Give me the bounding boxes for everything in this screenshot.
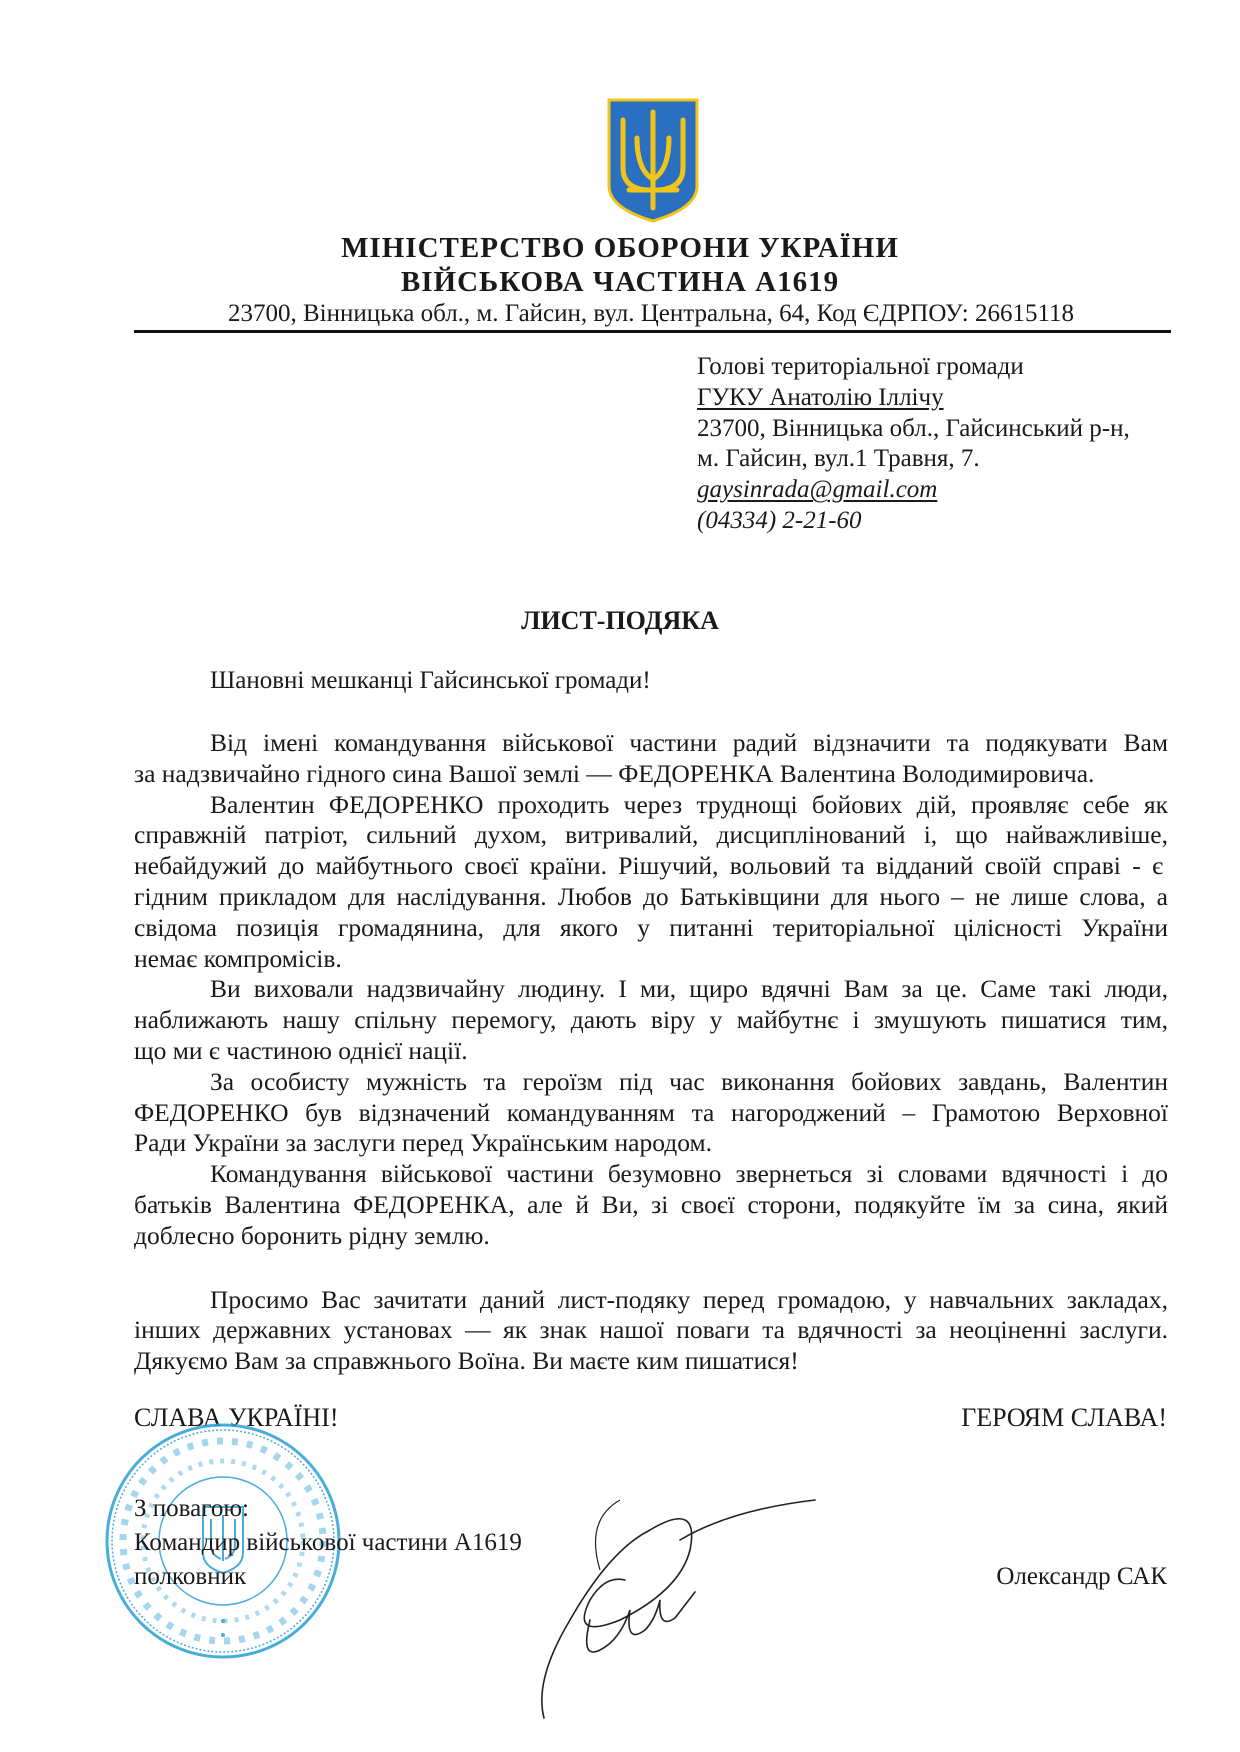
paragraph [134, 1067, 1168, 1159]
coat-of-arms-icon [607, 98, 699, 223]
body-line: батьків Валентина ФЕДОРЕНКА, але й Ви, зі своєї сторони, подякуйте їм за сина, який [134, 1189, 1168, 1219]
body-line-wrap [134, 1346, 1168, 1377]
ministry-heading: МІНІСТЕРСТВО ОБОРОНИ УКРАЇНИ [341, 232, 899, 264]
recipient-address-2: м. Гайсин, вул.1 Травня, 7. [697, 445, 980, 473]
paragraph [134, 974, 1168, 1066]
body-line-wrap [134, 1285, 1168, 1316]
body-line: Ради України за заслуги перед Українським народом. [134, 1128, 712, 1158]
body-line: Дякуємо Вам за справжнього Воїна. Ви маєте ким пишатися! [134, 1346, 799, 1376]
body-line-wrap [134, 820, 1168, 851]
body-line-wrap [134, 1159, 1168, 1190]
salutation: Шановні мешканці Гайсинської громади! [210, 667, 651, 694]
recipient-address-1: 23700, Вінницька обл., Гайсинський р-н, [697, 414, 1130, 442]
body-line: Від імені командування військової частини радий відзначити та подякувати Вам [210, 728, 1168, 757]
closing-right: ГЕРОЯМ СЛАВА! [961, 1403, 1167, 1432]
body-line-wrap [134, 1190, 1168, 1221]
body-line-wrap [134, 913, 1168, 944]
body-line: небайдужий до майбутнього своєї країни. Рішучий, вольовий та відданий своїй справі - є [134, 851, 1164, 881]
body-line: Командування військової частини безумовно звернеться зі словами вдячності і до [210, 1159, 1168, 1189]
body-line-wrap [134, 1005, 1168, 1036]
body-line: доблесно боронить рідну землю. [134, 1220, 490, 1250]
closing-left: СЛАВА УКРАЇНІ! [134, 1403, 339, 1432]
header-divider [134, 330, 1171, 333]
paragraph [134, 1159, 1168, 1251]
body-line: гідним прикладом для наслідування. Любов до Батьківщини для нього – не лише слова, а [134, 881, 1168, 911]
signer-name: Олександр САК [996, 1563, 1167, 1590]
body-line-wrap [134, 1067, 1168, 1098]
body-line-wrap [134, 790, 1168, 821]
body-line: Валентин ФЕДОРЕНКО проходить через труднощі бойових дій, проявляє себе як [210, 789, 1168, 819]
body-line-wrap [134, 944, 1168, 975]
body-line-wrap [134, 882, 1168, 913]
body-line: Просимо Вас зачитати даний лист-подяку перед громадою, у навчальних закладах, [210, 1284, 1168, 1314]
recipient-email[interactable]: gaysinrada@gmail.com [697, 476, 938, 504]
body-line: за надзвичайно гідного сина Вашої землі — ФЕДОРЕНКА Валентина Володимировича. [134, 758, 1095, 788]
unit-heading: ВІЙСЬКОВА ЧАСТИНА А1619 [400, 266, 840, 298]
recipient-title: Голові територіальної громади [697, 353, 1024, 380]
recipient-block [697, 352, 1130, 537]
recipient-name: ГУКУ Анатолію Іллічу [697, 383, 944, 411]
body-line: немає компромісів. [134, 943, 342, 973]
body-line-wrap [134, 1221, 1168, 1252]
body-line: інших державних установах — як знак нашої поваги та вдячності за неоціненні заслуги. [134, 1315, 1168, 1345]
document-title: ЛИСТ-ПОДЯКА [521, 606, 719, 635]
body-line: справжній патріот, сильний духом, витривалий, дисциплінований і, що найважливіше, [134, 820, 1168, 850]
body-line: За особисту мужність та героїзм під час виконання бойових завдань, Валентин [210, 1066, 1168, 1096]
body-line-wrap [134, 759, 1168, 790]
paragraph [134, 728, 1168, 790]
signer-rank: полковник [134, 1563, 247, 1590]
body-line-wrap [134, 1098, 1168, 1129]
body-line-wrap [134, 1315, 1168, 1346]
signer-position: Командир військової частини А1619 [134, 1529, 522, 1556]
paragraph [134, 790, 1168, 975]
body-line: ФЕДОРЕНКО був відзначений командуванням та нагороджений – Грамотою Верховної [134, 1097, 1168, 1127]
regards: З повагою: [134, 1495, 249, 1522]
recipient-phone: (04334) 2-21-60 [697, 506, 862, 534]
body-line-wrap [134, 1128, 1168, 1159]
sender-address: 23700, Вінницька обл., м. Гайсин, вул. Центральна, 64, Код ЄДРПОУ: 26615118 [227, 300, 1075, 327]
body-line: наближають нашу спільну перемогу, дають віру у майбутнє і змушують пишатися тим, [134, 1005, 1168, 1035]
body-line-wrap [134, 851, 1168, 882]
paragraph [134, 1285, 1168, 1377]
body-line-wrap [134, 974, 1168, 1005]
body-line: свідома позиція громадянина, для якого у питанні територіальної цілісності України [134, 912, 1168, 942]
body-line: Ви виховали надзвичайну людину. І ми, щиро вдячні Вам за це. Саме такі люди, [210, 974, 1168, 1004]
body-line-wrap [134, 1036, 1168, 1067]
body-line-wrap [134, 728, 1168, 759]
body-line: що ми є частиною однієї нації. [134, 1035, 468, 1065]
letter-body [134, 728, 1168, 1377]
signature [530, 1480, 820, 1725]
